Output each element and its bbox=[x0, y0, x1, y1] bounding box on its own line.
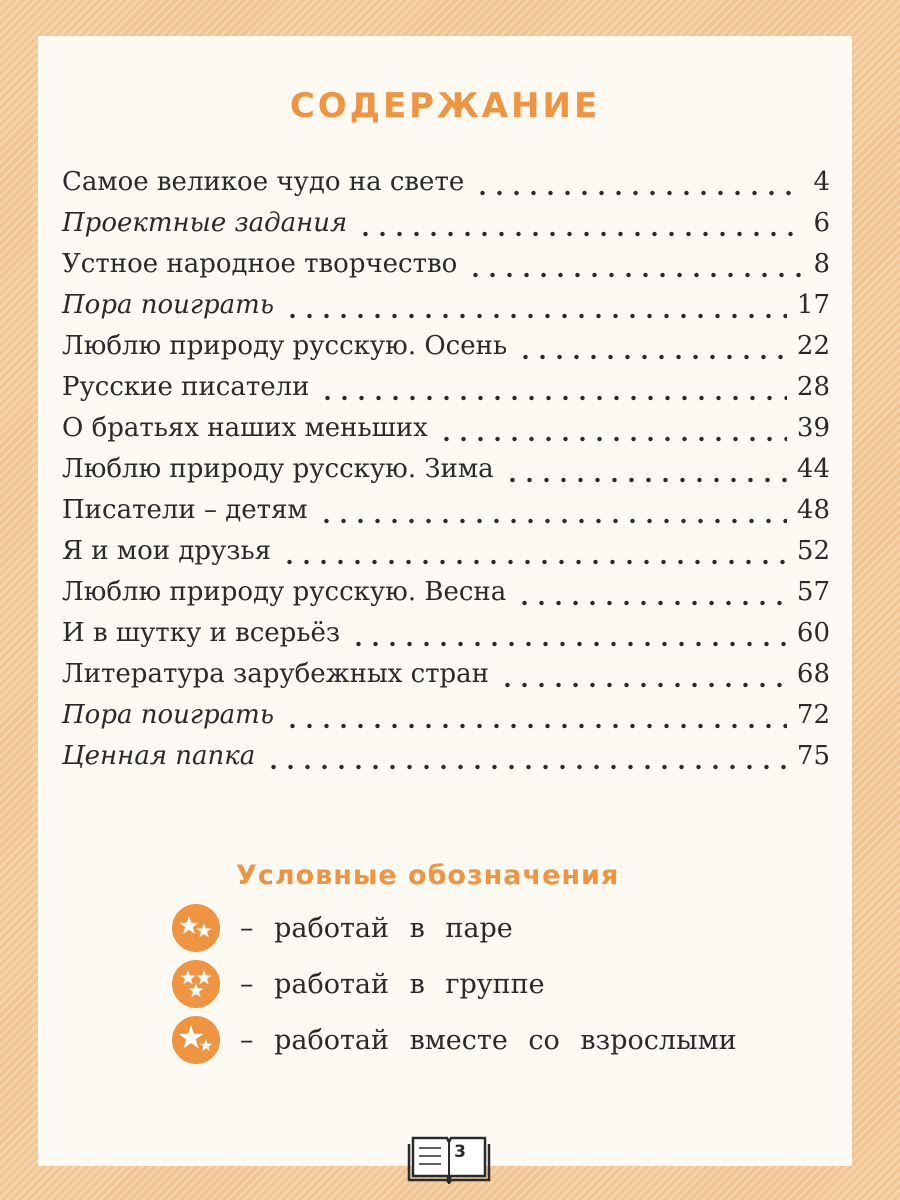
dot-leader bbox=[265, 762, 787, 772]
toc-entry-page: 68 bbox=[796, 659, 830, 689]
legend-title: Условные обозначения bbox=[236, 860, 620, 891]
toc-entry-title: Русские писатели bbox=[62, 372, 310, 402]
dot-leader bbox=[350, 639, 787, 649]
dot-leader bbox=[517, 352, 787, 362]
toc-entry bbox=[62, 700, 830, 741]
toc-entry-title: Ценная папка bbox=[62, 741, 256, 771]
legend-item-pair bbox=[172, 900, 737, 956]
legend-item-adults bbox=[172, 1012, 737, 1068]
dot-leader bbox=[281, 557, 787, 567]
toc-entry bbox=[62, 167, 830, 208]
dot-leader bbox=[516, 598, 787, 608]
toc-entry-page: 6 bbox=[813, 208, 830, 238]
dot-leader bbox=[319, 393, 786, 403]
dot-leader bbox=[499, 680, 787, 690]
dot-leader bbox=[474, 188, 803, 198]
toc-entry-title: Литература зарубежных стран bbox=[62, 659, 489, 689]
two-stars-icon bbox=[172, 904, 220, 952]
toc-entry bbox=[62, 249, 830, 290]
toc-entry bbox=[62, 454, 830, 495]
toc-entry bbox=[62, 618, 830, 659]
three-stars-icon bbox=[172, 960, 220, 1008]
legend-text: – работай в паре bbox=[240, 912, 513, 944]
toc-entry-page: 39 bbox=[796, 413, 830, 443]
toc-entry-title: Самое великое чудо на свете bbox=[62, 167, 465, 197]
toc-entry bbox=[62, 536, 830, 577]
dot-leader bbox=[504, 475, 787, 485]
toc-entry-page: 28 bbox=[796, 372, 830, 402]
toc-entry-page: 60 bbox=[796, 618, 830, 648]
toc-entry bbox=[62, 495, 830, 536]
toc-entry-page: 8 bbox=[813, 249, 830, 279]
toc-entry bbox=[62, 208, 830, 249]
toc-entry bbox=[62, 331, 830, 372]
legend-text: – работай в группе bbox=[240, 968, 545, 1000]
table-of-contents bbox=[62, 167, 830, 782]
toc-entry bbox=[62, 413, 830, 454]
toc-entry-title: Люблю природу русскую. Зима bbox=[62, 454, 494, 484]
toc-entry bbox=[62, 372, 830, 413]
dot-leader bbox=[467, 270, 803, 280]
toc-entry-title: Пора поиграть bbox=[62, 700, 274, 730]
toc-entry bbox=[62, 577, 830, 618]
toc-entry-page: 75 bbox=[796, 741, 830, 771]
dot-leader bbox=[284, 311, 787, 321]
toc-entry-page: 48 bbox=[796, 495, 830, 525]
toc-entry-page: 22 bbox=[796, 331, 830, 361]
toc-entry-page: 57 bbox=[796, 577, 830, 607]
toc-entry-page: 17 bbox=[796, 290, 830, 320]
toc-entry-title: Пора поиграть bbox=[62, 290, 274, 320]
page-number: 3 bbox=[454, 1142, 466, 1162]
toc-entry bbox=[62, 659, 830, 700]
toc-entry-page: 72 bbox=[796, 700, 830, 730]
dot-leader bbox=[438, 434, 787, 444]
dot-leader bbox=[357, 229, 803, 239]
toc-entry-title: О братьях наших меньших bbox=[62, 413, 428, 443]
dot-leader bbox=[284, 721, 787, 731]
toc-entry-title: Устное народное творчество bbox=[62, 249, 458, 279]
legend-text: – работай вместе со взрослыми bbox=[240, 1024, 737, 1056]
toc-entry-page: 52 bbox=[796, 536, 830, 566]
page-title: СОДЕРЖАНИЕ bbox=[289, 86, 601, 126]
legend-item-group bbox=[172, 956, 737, 1012]
toc-entry-page: 44 bbox=[796, 454, 830, 484]
toc-entry bbox=[62, 290, 830, 331]
toc-entry-page: 4 bbox=[813, 167, 830, 197]
toc-entry-title: Люблю природу русскую. Весна bbox=[62, 577, 507, 607]
legend bbox=[172, 900, 737, 1068]
toc-entry-title: Проектные задания bbox=[62, 208, 348, 238]
toc-entry-title: Люблю природу русскую. Осень bbox=[62, 331, 508, 361]
dot-leader bbox=[318, 516, 787, 526]
big-small-stars-icon bbox=[172, 1016, 220, 1064]
toc-entry-title: И в шутку и всерьёз bbox=[62, 618, 341, 648]
toc-entry-title: Я и мои друзья bbox=[62, 536, 272, 566]
toc-entry-title: Писатели – детям bbox=[62, 495, 308, 525]
toc-entry bbox=[62, 741, 830, 782]
